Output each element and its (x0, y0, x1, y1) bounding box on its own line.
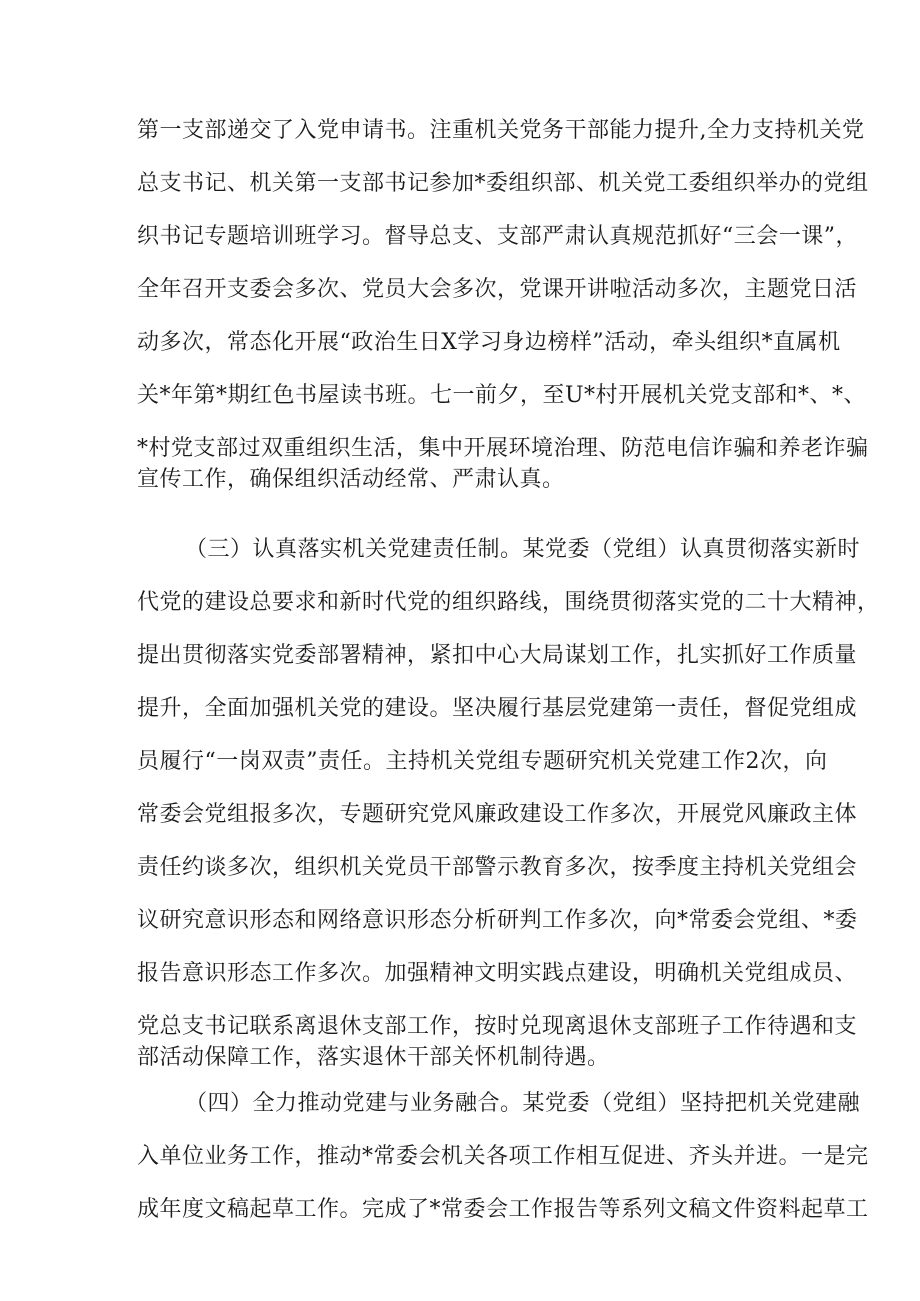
text-line: *村党支部过双重组织生活，集中开展环境治理、防范电信诈骗和养老诈骗 (137, 436, 869, 461)
text-line: 第一支部递交了入党申请书。注重机关党务干部能力提升,全力支持机关党 (137, 118, 865, 143)
text-line: 党总支书记联系离退休支部工作，按时兑现离退休支部班子工作待遇和支 (137, 1014, 858, 1039)
text-line: 提升，全面加强机关党的建设。坚决履行基层党建第一责任，督促党组成 (137, 696, 858, 721)
text-line: 宣传工作，确保组织活动经常、严肃认真。 (137, 467, 565, 492)
text-line: 代党的建设总要求和新时代党的组织路线，围绕贯彻落实党的二十大精神， (137, 590, 880, 615)
text-line: 员履行“一岗双责”责任。主持机关党组专题研究机关党建工作2次，向 (137, 749, 828, 774)
text-line: 责任约谈多次，组织机关党员干部警示教育多次，按季度主持机关党组会 (137, 855, 858, 880)
text-line: 报告意识形态工作多次。加强精神文明实践点建设，明确机关党组成员、 (137, 961, 858, 986)
text-line: 提出贯彻落实党委部署精神，紧扣中心大局谋划工作，扎实抓好工作质量 (137, 643, 858, 668)
text-line: 常委会党组报多次，专题研究党风廉政建设工作多次，开展党风廉政主体 (137, 802, 858, 827)
text-line: 入单位业务工作，推动*常委会机关各项工作相互促进、齐头并进。一是完 (137, 1144, 869, 1169)
text-line: 动多次，常态化开展“政治生日X学习身边榜样”活动，牵头组织*直属机 (137, 330, 841, 355)
section-heading-line: （三）认真落实机关党建责任制。某党委（党组）认真贯彻落实新时 (185, 537, 861, 562)
text-line: 总支书记、机关第一支部书记参加*委组织部、机关党工委组织举办的党组 (137, 171, 869, 196)
section-heading-line: （四）全力推动党建与业务融合。某党委（党组）坚持把机关党建融 (185, 1091, 861, 1116)
text-line: 部活动保障工作，落实退休干部关怀机制待遇。 (137, 1045, 610, 1070)
text-line: 全年召开支委会多次、党员大会多次，党课开讲啦活动多次，主题党日活 (137, 277, 858, 302)
text-line: 成年度文稿起草工作。完成了*常委会工作报告等系列文稿文件资料起草工 (137, 1197, 869, 1222)
text-line: 关*年第*期红色书屋读书班。七一前夕，至U*村开展机关党支部和*、*、 (137, 383, 867, 408)
text-line: 议研究意识形态和网络意识形态分析研判工作多次，向*常委会党组、*委 (137, 908, 858, 933)
text-line: 织书记专题培训班学习。督导总支、支部严肃认真规范抓好“三会一课”， (137, 224, 858, 249)
